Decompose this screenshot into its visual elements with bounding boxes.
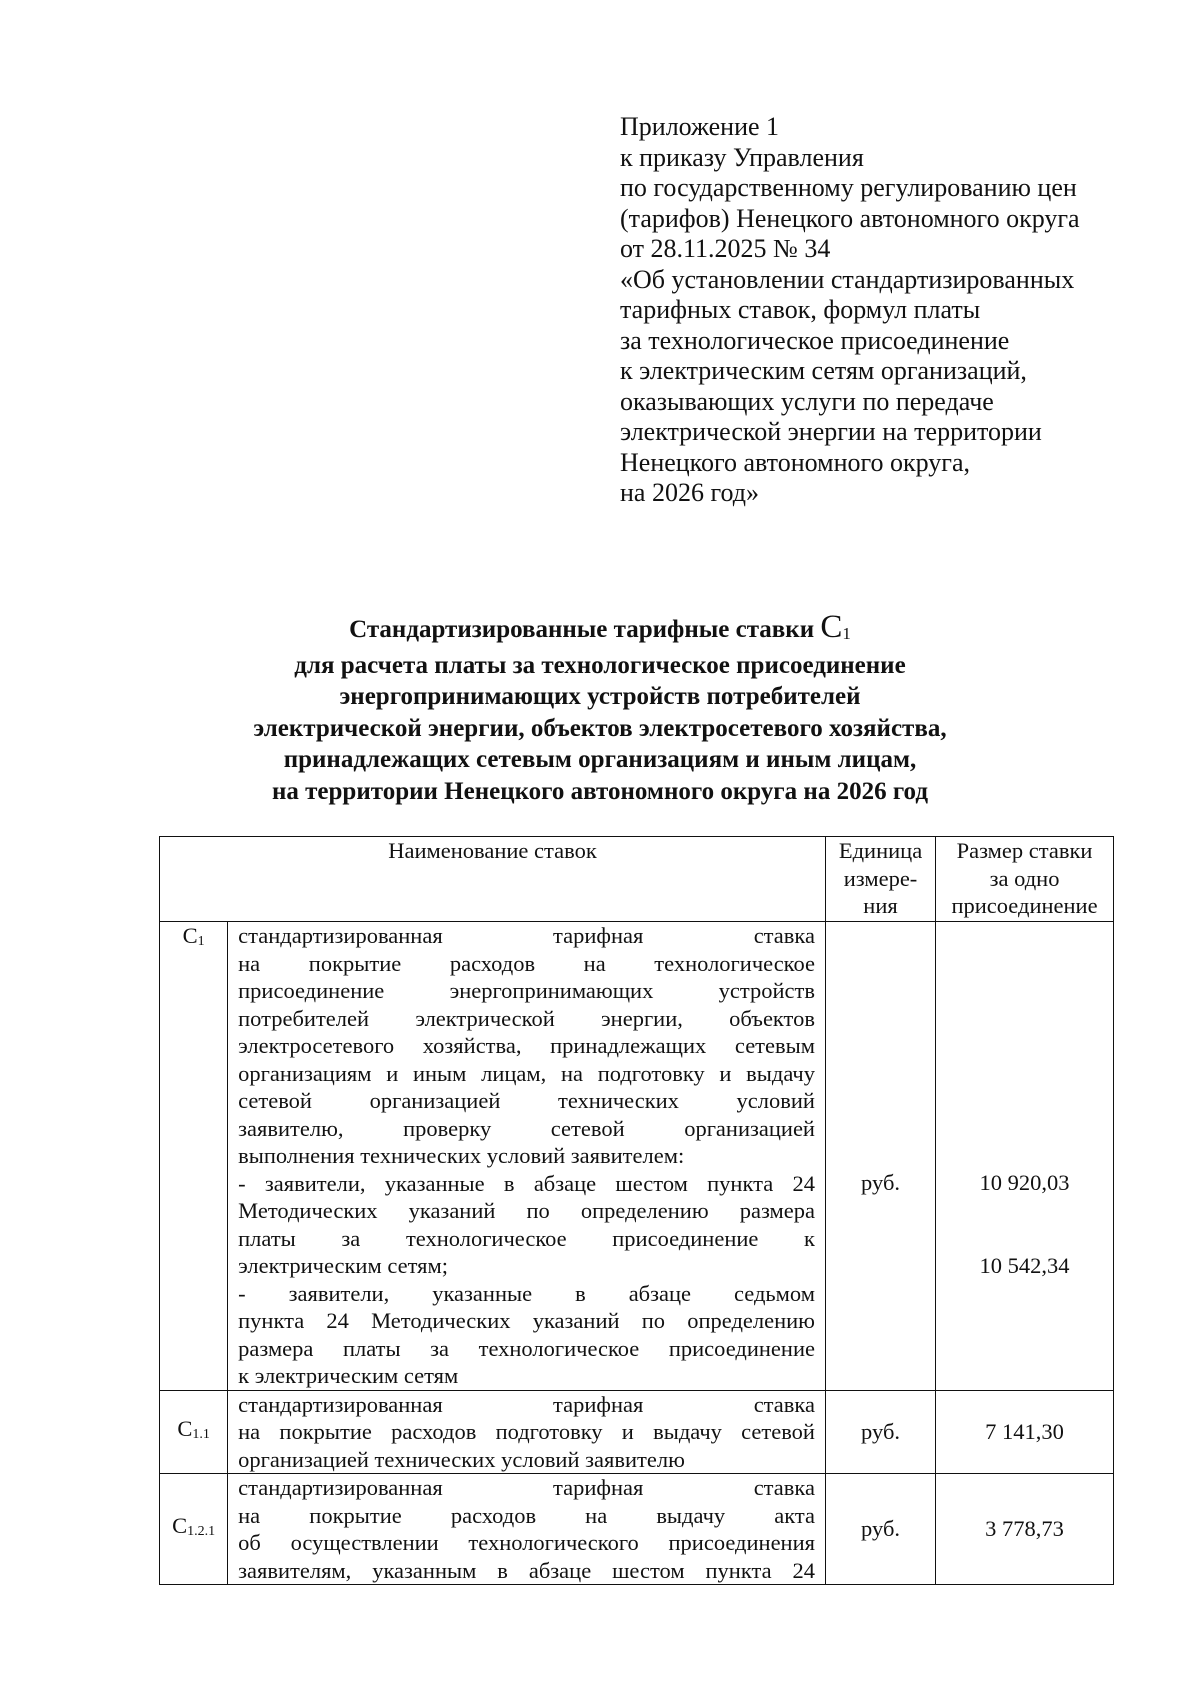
annex-line: к приказу Управления [620, 142, 864, 172]
title-line: электрической энергии, объектов электросетевого хозяйства, [253, 714, 947, 742]
annex-line: Приложение 1 [620, 112, 780, 141]
table-row [160, 922, 1114, 1391]
rate-value-a: 10 920,03 [979, 1170, 1070, 1195]
annex-line: «Об установлении стандартизированных [620, 264, 1075, 294]
title-line: на территории Ненецкого автономного округа на 2026 год [272, 777, 928, 805]
title-line: энергопринимающих устройств потребителей [339, 683, 861, 710]
title-line: принадлежащих сетевым организациям и иным лицам, [283, 746, 917, 773]
title-line: для расчета платы за технологическое присоединение [294, 651, 906, 679]
header-unit: Единица измере- ния [825, 837, 935, 922]
annex-line: тарифных ставок, формул платы [620, 295, 981, 324]
rate-unit: руб. [825, 1474, 935, 1585]
rate-symbol: $C_1$ [820, 609, 851, 645]
annex-line: Ненецкого автономного округа, [620, 447, 970, 477]
table-row [160, 1474, 1114, 1585]
rate-value-b: 10 542,34 [979, 1252, 1070, 1278]
annex-line: оказывающих услуги по передаче [620, 386, 994, 416]
annex-line: по государственному регулированию цен [620, 173, 1077, 202]
title-text: Стандартизированные тарифные ставки [349, 616, 821, 643]
rate-value [936, 922, 1114, 1391]
header-name: Наименование ставок [160, 837, 826, 922]
annex-line: к электрическим сетям организаций, [620, 356, 1027, 385]
rate-code: $C_{1.2.1}$ [160, 1474, 228, 1585]
rate-code: $C_1$ [160, 922, 228, 1391]
rate-unit: руб. [825, 922, 935, 1391]
annex-line: за технологическое присоединение [620, 325, 1010, 355]
rate-code: $C_{1.1}$ [160, 1390, 228, 1474]
annex-reference [620, 112, 1140, 509]
table-header-row [160, 837, 1114, 922]
rate-description: стандартизированная тарифная ставка на покрытие расходов на технологическое присоединение энергопринимающих устройств потребителей электрической энергии, объектов электросетевого хозяйства, принадлежащих сетевым организациям и иным лицам, на подготовку и выдачу сетевой организацией технических условий заявителю, проверку сетевой организацией выполнения технических условий заявителем: - заявители, указанные в абзаце шестом пункта 24 Методических указаний по определению размера платы за технологическое присоединение к электрическим сетям; - заявители, указанные в абзаце седьмом пункта 24 Методических указаний по определению размера платы за технологическое присоединение к электрическим сетям [228, 922, 826, 1391]
rate-value: 7 141,30 [936, 1390, 1114, 1474]
header-size: Размер ставки за одно присоединение [936, 837, 1114, 922]
rate-value: 3 778,73 [936, 1474, 1114, 1585]
rate-description: стандартизированная тарифная ставка на покрытие расходов подготовку и выдачу сетевой организацией технических условий заявителю [228, 1390, 826, 1474]
annex-line: от 28.11.2025 № 34 [620, 234, 831, 263]
annex-line: (тарифов) Ненецкого автономного округа [620, 203, 1080, 233]
rates-table [159, 836, 1114, 1585]
rate-unit: руб. [825, 1390, 935, 1474]
document-title [100, 609, 1100, 807]
rate-description: стандартизированная тарифная ставка на покрытие расходов на выдачу акта об осуществлении технологического присоединения заявителям, указанным в абзаце шестом пункта 24 [228, 1474, 826, 1585]
annex-line: на 2026 год» [620, 478, 759, 507]
table-row [160, 1390, 1114, 1474]
title-line [100, 609, 1100, 650]
annex-line: электрической энергии на территории [620, 417, 1042, 446]
